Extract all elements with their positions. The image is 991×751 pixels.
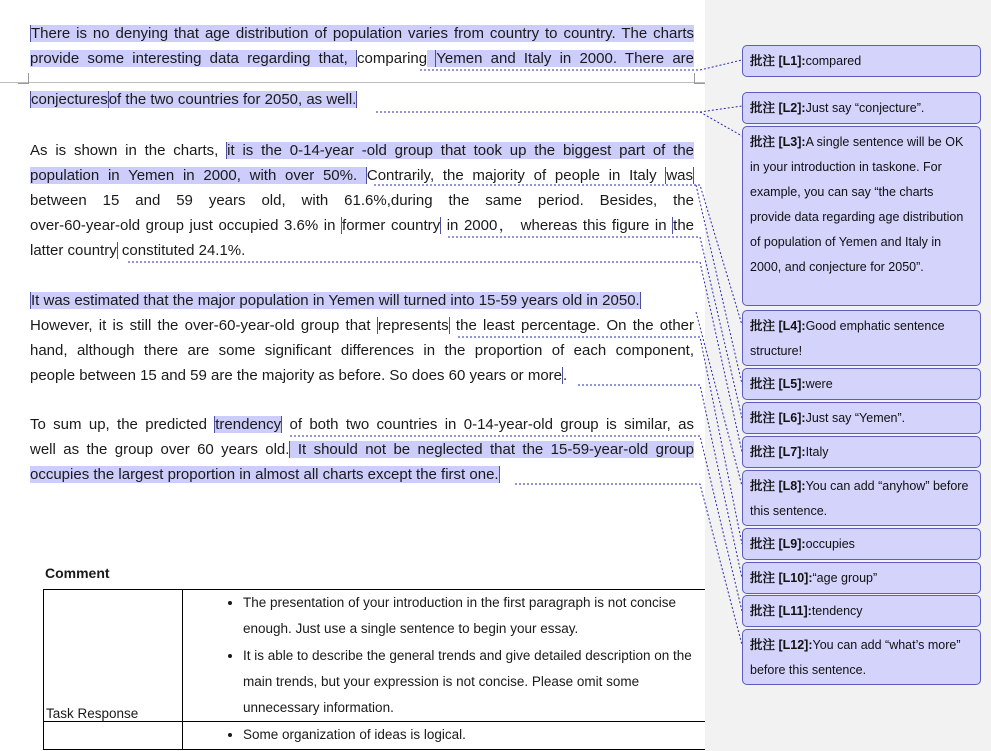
doc-line — [30, 288, 694, 313]
doc-line: provide some interesting data regarding that, comparing Yemen and Italy in 2000. There are — [30, 50, 694, 67]
rubric-bullet: • Some organization of ideas is logical. — [243, 722, 706, 748]
comment-balloon-L1[interactable]: 批注 [L1]:compared — [742, 45, 981, 77]
table-row — [44, 590, 709, 722]
comment-range-L12-end: occupies the largest proportion in almost all charts except the first one. — [30, 466, 499, 483]
rubric-title: Comment — [45, 565, 110, 581]
comment-range-L1: comparing — [357, 50, 428, 67]
comment-balloon-L8[interactable]: 批注 [L8]:You can add “anyhow” before this sentence. — [742, 470, 981, 526]
doc-line: hand, although there are some significant differences in the proportion of each component, — [30, 342, 694, 359]
comment-balloon-L12[interactable]: 批注 [L12]:You can add “what’s more” before this sentence. — [742, 629, 981, 685]
comment-range-L2: conjectures — [31, 91, 108, 108]
doc-line — [30, 21, 694, 46]
doc-line: population in Yemen in 2000, with over 50%. Contrarily, the majority of people in Italy was — [30, 167, 693, 184]
comment-range-L8: It was estimated that the major population in Yemen will turned into 15-59 years old in 2050. — [31, 292, 640, 309]
doc-line — [30, 87, 694, 112]
rubric-table — [43, 589, 709, 750]
table-row — [44, 722, 709, 749]
rubric-cell — [183, 722, 709, 749]
comment-range-L9: represents — [377, 317, 449, 334]
comment-range-L10: . — [563, 367, 568, 384]
doc-line — [30, 462, 694, 487]
comment-balloon-L10[interactable]: 批注 [L10]:“age group” — [742, 562, 981, 594]
comment-balloon-L2[interactable]: 批注 [L2]:Just say “conjecture”. — [742, 92, 981, 124]
comment-range-L4-end: population in Yemen in 2000, with over 50%. — [30, 167, 366, 184]
comment-balloon-L3[interactable]: 批注 [L3]:A single sentence will be OK in your introduction in taskone. For example, you can say “the charts provide data regarding age distribution of population of Yemen and Italy in 2000, and conjecture for 2050”. — [742, 126, 981, 306]
rubric-category — [44, 722, 183, 749]
comment-range-L4: it is the 0-14-year -old group that took up the biggest part of the — [227, 142, 694, 159]
doc-line: over-60-year-old group just occupied 3.6% in former country in 2000， whereas this figure in the — [30, 217, 695, 234]
comment-balloon-L4[interactable]: 批注 [L4]:Good emphatic sentence structure! — [742, 310, 981, 366]
doc-line: As is shown in the charts, it is the 0-14-year -old group that took up the biggest part of the — [30, 142, 694, 159]
rubric-bullet: • It is able to describe the general trends and give detailed description on the main trends, but your expression is not concise. Please omit some unnecessary information. — [243, 643, 706, 722]
comment-balloon-L7[interactable]: 批注 [L7]:Italy — [742, 436, 981, 468]
page-separator — [0, 77, 705, 87]
doc-line: well as the group over 60 years old. It should not be neglected that the 15-59-year-old group — [30, 441, 694, 458]
doc-line: To sum up, the predicted trendency of both two countries in 0-14-year-old group is similar, as — [30, 416, 694, 433]
comment-range-L6: former country — [342, 217, 441, 234]
doc-line: people between 15 and 59 are the majority as before. So does 60 years or more. — [30, 367, 568, 384]
comment-range-L3-text: There is no denying that age distribution of population varies from country to country. The charts — [31, 25, 694, 42]
comment-range-L3-text: provide some interesting data regarding that, — [30, 50, 357, 67]
comment-range-L7-end: latter country — [30, 242, 117, 259]
comment-balloon-L5[interactable]: 批注 [L5]:were — [742, 368, 981, 400]
comment-balloon-L9[interactable]: 批注 [L9]:occupies — [742, 528, 981, 560]
comment-balloon-L11[interactable]: 批注 [L11]:tendency — [742, 595, 981, 627]
doc-line: latter country constituted 24.1%. — [30, 242, 246, 259]
comment-range-L11: trendency — [215, 416, 282, 433]
comment-range-L5: was — [666, 167, 693, 184]
rubric-category: Task Response — [44, 590, 183, 722]
comment-range-L12: It should not be neglected that the 15-59-year-old group — [290, 441, 694, 458]
doc-line: between 15 and 59 years old, with 61.6%,during the same period. Besides, the — [30, 192, 694, 209]
doc-line: However, it is still the over-60-year-old group that represents the least percentage. On the other — [30, 317, 694, 334]
comment-range-L7: the — [673, 217, 695, 234]
rubric-bullet: • The presentation of your introduction in the first paragraph is not concise enough. Just use a single sentence to begin your essay. — [243, 590, 706, 643]
comment-balloon-L6[interactable]: 批注 [L6]:Just say “Yemen”. — [742, 402, 981, 434]
comment-range-L3-end: of the two countries for 2050, as well. — [108, 91, 357, 108]
comment-range-L2-text: Yemen and Italy — [436, 50, 560, 67]
rubric-cell — [183, 590, 709, 722]
